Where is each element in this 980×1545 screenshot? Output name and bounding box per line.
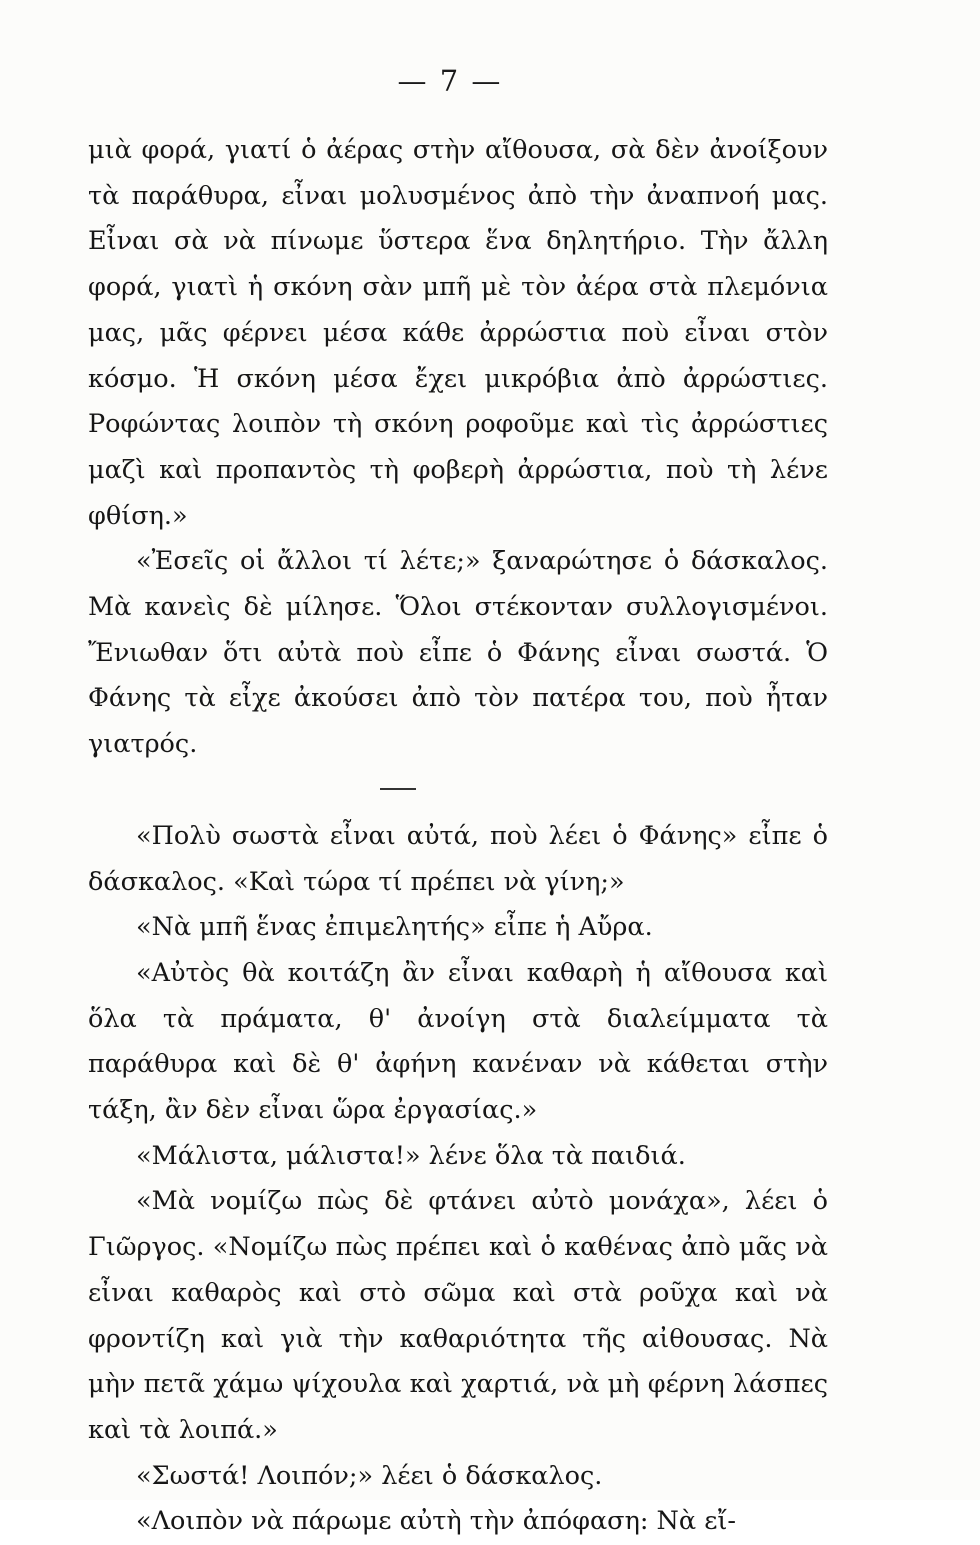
paragraph: «Μὰ νομίζω πὼς δὲ φτάνει αὐτὸ μονάχα», λέει ὁ Γιῶργος. «Νομίζω πὼς πρέπει καὶ ὁ καθένας ἀπὸ μᾶς νὰ εἶναι καθαρὸς καὶ στὸ σῶμα καὶ στὰ ροῦχα καὶ νὰ φροντίζη καὶ γιὰ τὴν καθαριότητα τῆς αἰθουσας. Νὰ μὴν πετᾶ χάμω ψίχουλα καὶ χαρτιά, νὰ μὴ φέρνη λάσπες καὶ τὰ λοιπά.» [88, 1186, 828, 1445]
paragraph: μιὰ φορά, γιατί ὁ ἀέρας στὴν αἴθουσα, σὰ δὲν ἀνοίξουν τὰ παράθυρα, εἶναι μολυσμένος ἀπὸ τὴν ἀναπνοή μας. Εἶναι σὰ νὰ πίνωμε ὕστερα ἕνα δηλητήριο. Τὴν ἄλλη φορά, γιατὶ ἡ σκόνη σὰν μπῆ μὲ τὸν ἀέρα στὰ πλεμόνια μας, μᾶς φέρνει μέσα κάθε ἀρρώστια ποὺ εἶναι στὸν κόσμο. Ἡ σκόνη μέσα ἔχει μικρόβια ἀπὸ ἀρρώστιες. Ροφώντας λοιπὸν τὴ σκόνη ροφοῦμε καὶ τὶς ἀρρώστιες μαζὶ καὶ προπαντὸς τὴ φοβερὴ ἀρρώστια, ποὺ τὴ λένε φθίση.» [88, 135, 828, 531]
paragraph: «Πολὺ σωστὰ εἶναι αὐτά, ποὺ λέει ὁ Φάνης» εἶπε ὁ δάσκαλος. «Καὶ τώρα τί πρέπει νὰ γίνη;» [88, 820, 828, 897]
page-body [88, 128, 828, 1545]
paragraph: «Μάλιστα, μάλιστα!» λένε ὅλα τὰ παιδιά. [136, 1140, 686, 1171]
paragraph: «Λοιπὸν νὰ πάρωμε αὐτὴ τὴν ἀπόφαση: Νὰ εἴ- [136, 1506, 737, 1537]
section-divider [380, 788, 416, 790]
paragraph: «Ἐσεῖς οἱ ἄλλοι τί λέτε;» ξαναρώτησε ὁ δάσκαλος. Μὰ κανεὶς δὲ μίλησε. Ὅλοι στέκονταν συλλογισμένοι. Ἔνιωθαν ὅτι αὐτὰ ποὺ εἶπε ὁ Φάνης εἶναι σωστά. Ὁ Φάνης τὰ εἶχε ἀκούσει ἀπὸ τὸν πατέρα του, ποὺ ἦταν γιατρός. [88, 546, 828, 760]
paragraph: «Σωστά! Λοιπόν;» λέει ὁ δάσκαλος. [136, 1460, 603, 1491]
paragraph: «Νὰ μπῆ ἕνας ἐπιμελητής» εἶπε ἡ Αὔρα. [136, 912, 653, 943]
paragraph: «Αὐτὸς θὰ κοιτάζη ἂν εἶναι καθαρὴ ἡ αἴθουσα καὶ ὅλα τὰ πράματα, θ' ἀνοίγη στὰ διαλείμματα τὰ παράθυρα καὶ δὲ θ' ἀφήνη κανέναν νὰ κάθεται στὴν τάξη, ἂν δὲν εἶναι ὥρα ἐργασίας.» [88, 957, 828, 1126]
page-number: — 7 — [397, 64, 503, 98]
